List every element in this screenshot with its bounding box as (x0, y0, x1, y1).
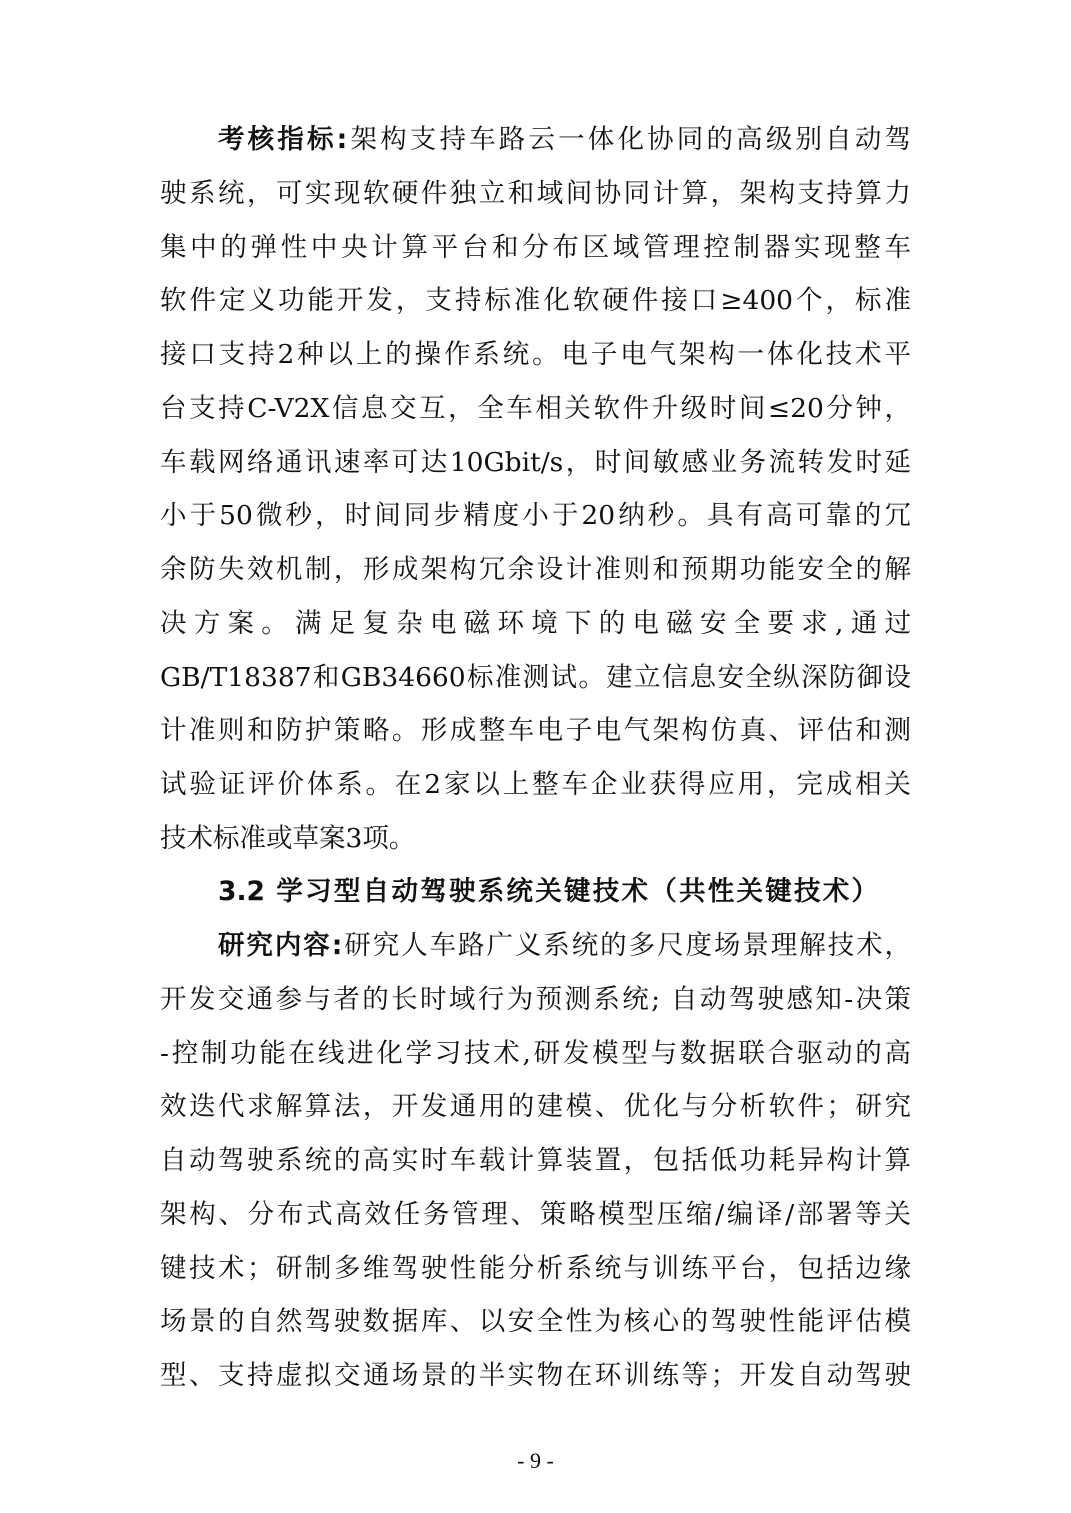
indicators-line-13: 试验证评价体系。在2家以上整车企业获得应用，完成相关 (160, 769, 911, 800)
research-line-1: 研究内容:研究人车路广义系统的多尺度场景理解技术， (218, 930, 912, 961)
indicators-line-7: 车载网络通讯速率可达10Gbit/s，时间敏感业务流转发时延 (160, 447, 911, 478)
research-line-4: 效迭代求解算法，开发通用的建模、优化与分析软件；研究 (160, 1091, 911, 1122)
indicators-line-3: 集中的弹性中央计算平台和分布区域管理控制器实现整车 (160, 232, 911, 263)
indicators-line-4: 软件定义功能开发，支持标准化软硬件接口≥400个，标准 (160, 285, 911, 316)
research-label: 研究内容: (218, 930, 343, 961)
page-number: - 9 - (517, 1448, 554, 1473)
indicators-label: 考核指标: (218, 124, 348, 155)
indicators-line-6: 台支持C-V2X信息交互，全车相关软件升级时间≤20分钟， (160, 393, 911, 424)
indicators-line-1: 考核指标:架构支持车路云一体化协同的高级别自动驾 (218, 124, 911, 155)
research-line-2: 开发交通参与者的长时域行为预测系统; 自动驾驶感知-决策 (160, 984, 911, 1015)
research-line-9: 型、支持虚拟交通场景的半实物在环训练等；开发自动驾驶 (160, 1360, 911, 1391)
indicators-line-9: 余防失效机制，形成架构冗余设计准则和预期功能安全的解 (160, 554, 911, 585)
indicators-line-2: 驶系统，可实现软硬件独立和域间协同计算，架构支持算力 (160, 178, 911, 209)
research-line-8: 场景的自然驾驶数据库、以安全性为核心的驾驶性能评估模 (160, 1306, 911, 1337)
indicators-line-5: 接口支持2种以上的操作系统。电子电气架构一体化技术平 (160, 339, 911, 370)
indicators-line-11: GB/T18387和GB34660标准测试。建立信息安全纵深防御设 (160, 662, 911, 693)
indicators-line-14: 技术标准或草案3项。 (160, 823, 416, 854)
research-line-5: 自动驾驶系统的高实时车载计算装置，包括低功耗异构计算 (160, 1145, 911, 1176)
indicators-line-12: 计准则和防护策略。形成整车电子电气架构仿真、评估和测 (160, 715, 911, 746)
indicators-line-8: 小于50微秒，时间同步精度小于20纳秒。具有高可靠的冗 (160, 500, 911, 531)
research-line-6: 架构、分布式高效任务管理、策略模型压缩/编译/部署等关 (160, 1199, 911, 1230)
research-line-3: -控制功能在线进化学习技术,研发模型与数据联合驱动的高 (160, 1038, 911, 1069)
research-line-7: 键技术；研制多维驾驶性能分析系统与训练平台，包括边缘 (160, 1253, 911, 1284)
section-heading: 3.2 学习型自动驾驶系统关键技术（共性关键技术） (218, 876, 878, 907)
indicators-line-10: 决方案。满足复杂电磁环境下的电磁安全要求,通过 (160, 608, 911, 639)
